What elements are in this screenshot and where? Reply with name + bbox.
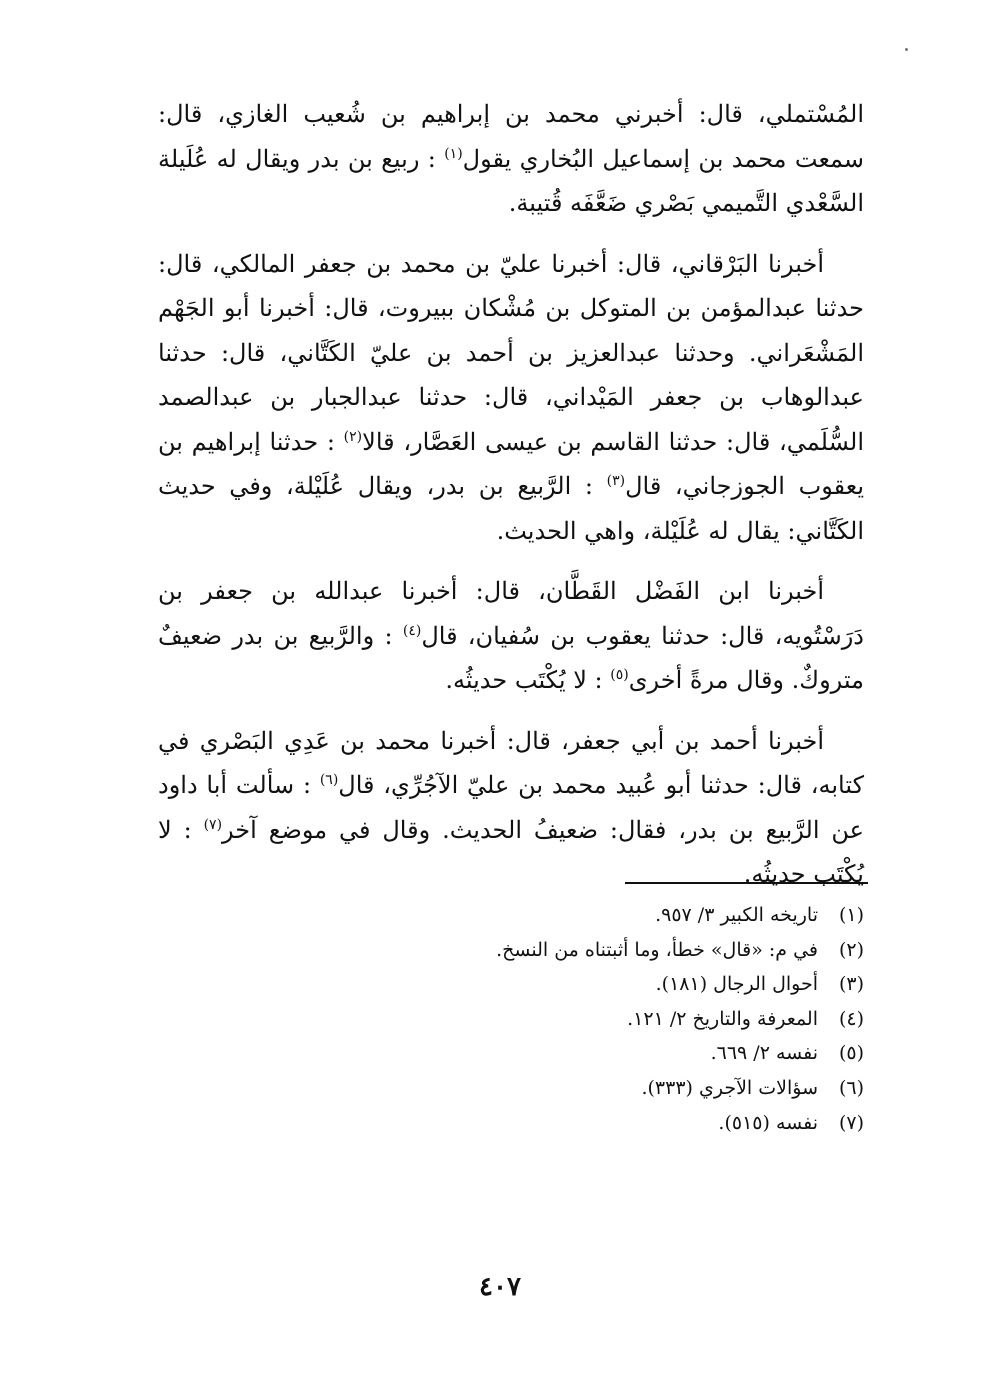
footnote-number: (٥) <box>838 1042 864 1065</box>
footnote-number: (٤) <box>838 1007 864 1030</box>
paragraph-3-text-a: أخبرنا ابن الفَضْل القَطَّان، قال: أخبرنا عبدالله بن جعفر بن دَرَسْتُويه، قال: حدثنا يعقوب بن سُفيان، قال <box>158 577 864 650</box>
footnote-number: (٣) <box>838 973 864 996</box>
paragraph-3-text-b: : والرَّبيع بن بدر ضعيفٌ متروكٌ. وقال مرةً أخرى <box>158 621 864 694</box>
paragraph-4-text-c: : لا يُكْتَب حديثُه. <box>158 815 864 888</box>
footnote-text: تاريخه الكبير ٣/ ٩٥٧. <box>655 904 818 926</box>
paragraph-3-text-c: : لا يُكْتَب حديثُه. <box>445 666 611 694</box>
footnotes <box>300 898 864 1140</box>
paragraph-2-text-a: أخبرنا البَرْقاني، قال: أخبرنا عليّ بن محمد بن جعفر المالكي، قال: حدثنا عبدالمؤمن بن المتوكل بن مُشْكان ببيروت، قال: أخبرنا أبو الجَهْم المَشْعَراني. وحدثنا عبدالعزيز بن أحمد بن عليّ الكَتَّاني، قال: حدثنا عبدالوهاب بن جعفر المَيْداني، قال: حدثنا عبدالجبار بن عبدالصمد السُّلَمي، قال: حدثنا القاسم بن عيسى العَصَّار، قالا <box>158 249 864 456</box>
footnote-text: نفسه (٥١٥). <box>718 1111 818 1134</box>
scan-speck <box>905 48 908 51</box>
footnote-separator <box>625 882 868 884</box>
main-text <box>158 92 864 913</box>
footnote-text: نفسه ٢/ ٦٦٩. <box>710 1042 818 1065</box>
footnote-text: المعرفة والتاريخ ٢/ ١٢١. <box>627 1007 818 1030</box>
paragraph-3 <box>158 569 864 703</box>
footnote-number: (٢) <box>838 938 864 961</box>
footnote-ref-7: (٧) <box>203 816 223 833</box>
footnote-ref-5: (٥) <box>610 667 629 683</box>
paragraph-1-text-a: المُسْتملي، قال: أخبرني محمد بن إبراهيم بن شُعيب الغازي، قال: سمعت محمد بن إسماعيل البُخاري يقول <box>158 100 865 173</box>
paragraph-4-text-b: : سألت أبا داود عن الرَّبيع بن بدر، فقال: ضعيفُ الحديث. وقال في موضع آخر <box>158 771 864 844</box>
footnote-ref-3: (٣) <box>606 473 626 489</box>
paragraph-2-text-b: : حدثنا إبراهيم بن يعقوب الجوزجاني، قال <box>158 427 864 500</box>
footnote-ref-6: (٦) <box>319 772 339 788</box>
page-number: ٤٠٧ <box>479 1272 521 1302</box>
footnote-number: (٦) <box>838 1076 864 1099</box>
footnote-3 <box>300 967 864 1002</box>
footnote-ref-2: (٢) <box>343 428 363 445</box>
footnote-5 <box>300 1036 864 1071</box>
footnote-number: (٧) <box>838 1111 864 1134</box>
footnote-text: في م: «قال» خطأ، وما أثبتناه من النسخ. <box>496 938 818 961</box>
footnote-6 <box>300 1071 864 1106</box>
footnote-2 <box>300 933 864 968</box>
paragraph-2-text-c: : الرَّبيع بن بدر، ويقال عُلَيْلة، وفي حديث الكَتَّاني: يقال له عُلَيْلة، واهي الحديث. <box>158 472 864 545</box>
footnote-text: أحوال الرجال (١٨١). <box>655 973 818 996</box>
paragraph-1-text-b: : ربيع بن بدر ويقال له عُلَيلة السَّعْدي التَّميمي بَصْري ضَعَّفَه قُتيبة. <box>158 144 864 217</box>
paragraph-2 <box>158 242 864 554</box>
footnote-4 <box>300 1002 864 1037</box>
footnote-text: سؤالات الآجري (٣٣٣). <box>641 1076 818 1099</box>
paragraph-1 <box>158 92 864 226</box>
footnote-ref-4: (٤) <box>402 622 422 639</box>
footnote-ref-1: (١) <box>444 145 463 162</box>
footnote-7 <box>300 1106 864 1141</box>
paragraph-4 <box>158 719 864 897</box>
footnote-number: (١) <box>838 904 864 926</box>
paragraph-4-text-a: أخبرنا أحمد بن أبي جعفر، قال: أخبرنا محمد بن عَدِي البَصْري في كتابه، قال: حدثنا أبو عُبيد محمد بن عليّ الآجُرِّي، قال <box>158 726 864 799</box>
footnote-1 <box>300 898 864 933</box>
